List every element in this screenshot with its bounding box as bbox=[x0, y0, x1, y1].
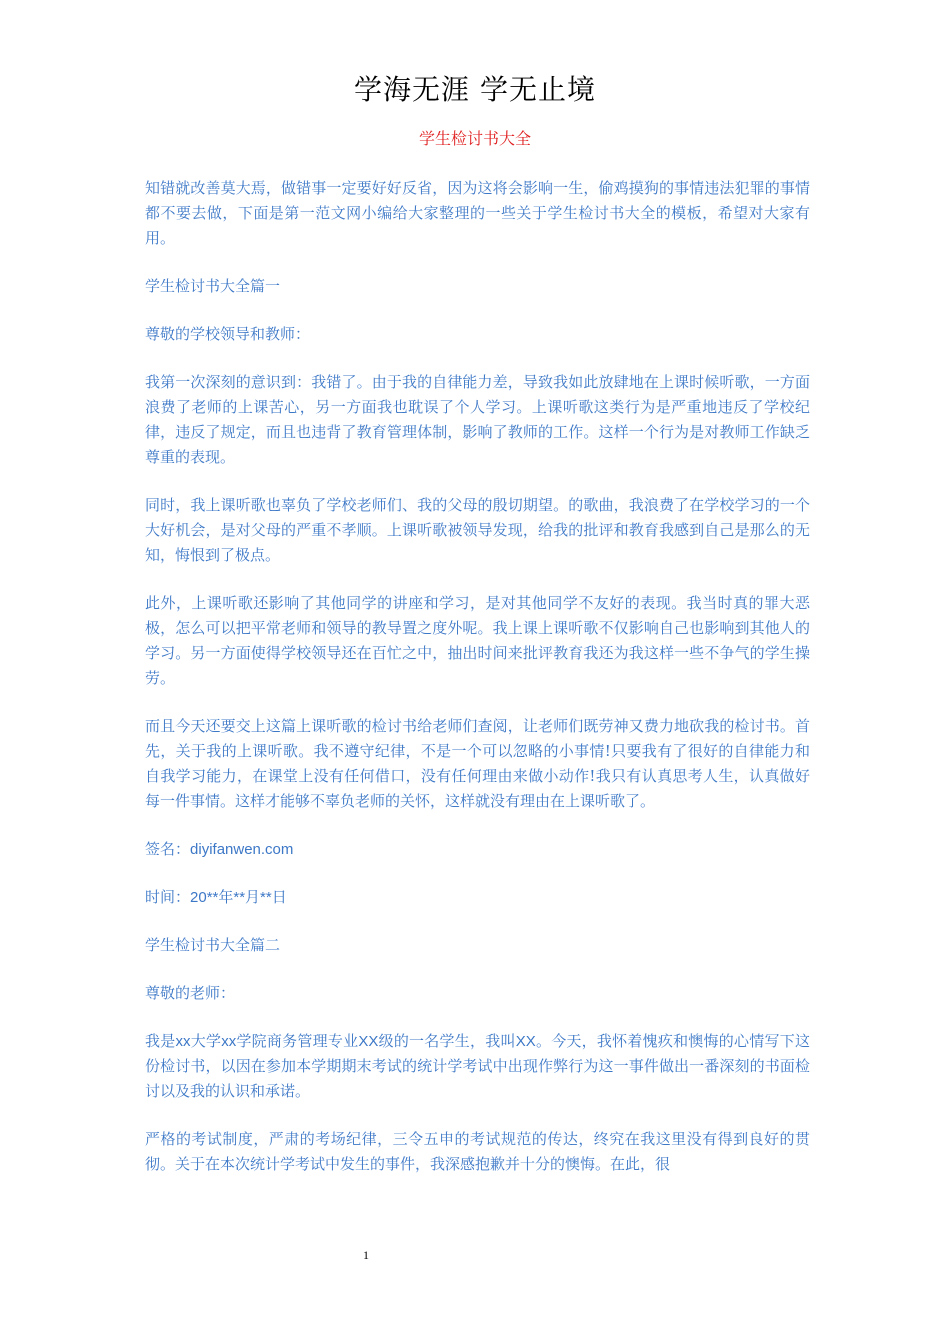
text-run: 学院商务管理专业 bbox=[236, 1032, 359, 1050]
page-number: 1 bbox=[363, 1248, 369, 1262]
body-paragraph: 此外，上课听歌还影响了其他同学的讲座和学习，是对其他同学不友好的表现。我当时真的罪大恶极，怎么可以把平常老师和领导的教导置之度外呢。我上课上课听歌不仅影响自己也影响到其他人的学习。另一方面使得学校领导还在百忙之中，抽出时间来批评教育我还为我这样一些不争气的学生操劳。 bbox=[145, 594, 810, 687]
text-run: 。今天，我怀着愧疚和懊悔的心情写下这份检讨书，以因在参加本学期期末考试的统计学考试中出现作弊行为这一事件做出一番深刻的书面检讨以及我的认识和承诺。 bbox=[145, 1032, 810, 1100]
text-run: XX bbox=[358, 1033, 379, 1050]
page-header-title: 学海无涯 学无止境 bbox=[354, 73, 596, 106]
body-paragraph: 严格的考试制度，严肃的考场纪律，三令五申的考试规范的传达，终究在我这里没有得到良好的贯彻。关于在本次统计学考试中发生的事件，我深感抱歉并十分的懊悔。在此，很 bbox=[145, 1130, 810, 1173]
signature-value: diyifanwen.com bbox=[190, 841, 294, 858]
signature-line bbox=[145, 837, 810, 862]
text-run: 级的一名学生，我叫 bbox=[378, 1032, 516, 1050]
body-paragraph bbox=[145, 1029, 810, 1104]
body-paragraph: 我第一次深刻的意识到：我错了。由于我的自律能力差，导致我如此放肆地在上课时候听歌，一方面浪费了老师的上课苦心，另一方面我也耽误了个人学习。上课听歌这类行为是严重地违反了学校纪律，违反了规定，而且也违背了教育管理体制，影响了教师的工作。这样一个行为是对教师工作缺乏尊重的表现。 bbox=[145, 373, 810, 466]
document-title: 学生检讨书大全 bbox=[418, 129, 531, 148]
section-heading: 学生检讨书大全篇二 bbox=[145, 936, 281, 954]
signature-label: 签名： bbox=[145, 840, 191, 858]
text-run: xx bbox=[175, 1033, 191, 1050]
date-label: 时间： bbox=[145, 888, 191, 906]
text-run: 我是 bbox=[145, 1032, 176, 1050]
text-run: 大学 bbox=[190, 1032, 222, 1050]
salutation: 尊敬的老师： bbox=[145, 984, 236, 1002]
text-run: XX bbox=[515, 1033, 536, 1050]
body-paragraph: 而且今天还要交上这篇上课听歌的检讨书给老师们查阅，让老师们既劳神又费力地砍我的检讨书。首先，关于我的上课听歌。我不遵守纪律，不是一个可以忽略的小事情!只要我有了很好的自律能力和自我学习能力，在课堂上没有任何借口，没有任何理由来做小动作!我只有认真思考人生，认真做好每一件事情。这样才能够不辜负老师的关怀，这样就没有理由在上课听歌了。 bbox=[145, 717, 810, 810]
text-run: xx bbox=[221, 1033, 237, 1050]
body-paragraph: 同时，我上课听歌也辜负了学校老师们、我的父母的殷切期望。的歌曲，我浪费了在学校学习的一个大好机会，是对父母的严重不孝顺。上课听歌被领导发现，给我的批评和教育我感到自己是那么的无知，悔恨到了极点。 bbox=[145, 496, 810, 564]
date-value: 20**年**月**日 bbox=[190, 889, 287, 906]
salutation: 尊敬的学校领导和教师： bbox=[145, 325, 311, 343]
date-line bbox=[145, 885, 810, 910]
document-body bbox=[145, 176, 810, 1200]
intro-paragraph: 知错就改善莫大焉，做错事一定要好好反省，因为这将会影响一生，偷鸡摸狗的事情违法犯罪的事情都不要去做，下面是第一范文网小编给大家整理的一些关于学生检讨书大全的模板，希望对大家有用。 bbox=[145, 179, 810, 247]
section-heading: 学生检讨书大全篇一 bbox=[145, 277, 281, 295]
